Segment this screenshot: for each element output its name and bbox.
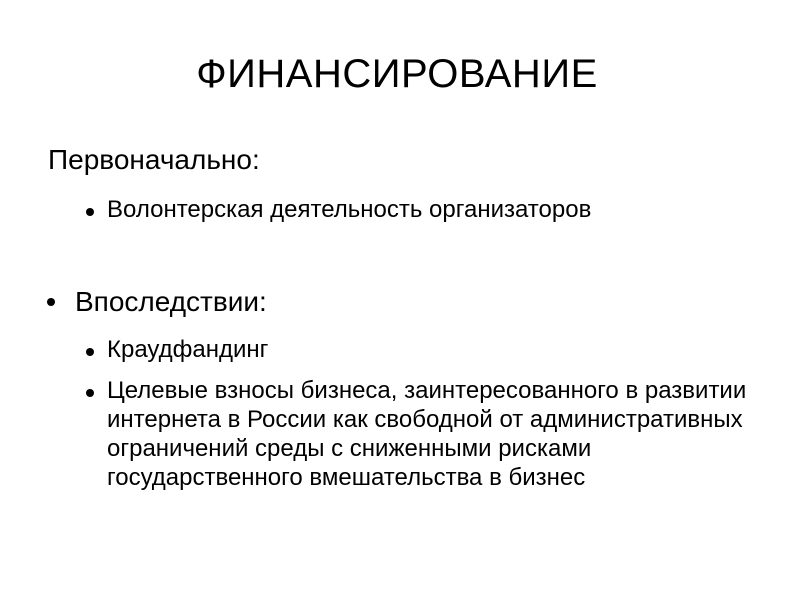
bullet-icon <box>86 389 94 397</box>
list-item-crowdfunding: Краудфандинг <box>107 336 269 363</box>
section-heading-initial: Первоначально: <box>48 144 260 175</box>
slide-title: ФИНАНСИРОВАНИЕ <box>196 52 598 96</box>
bullet-icon <box>86 208 94 216</box>
bullet-icon <box>86 348 94 356</box>
list-item-volunteer: Волонтерская деятельность организаторов <box>107 196 592 223</box>
section-heading-later: Впоследствии: <box>75 286 267 317</box>
bullet-icon <box>47 298 55 306</box>
list-item-business-contributions: Целевые взносы бизнеса, заинтересованного в развитии интернета в России как свободной от административных ограничений среды с сниженными рисками государственного вмешательства в бизнес <box>107 377 747 491</box>
